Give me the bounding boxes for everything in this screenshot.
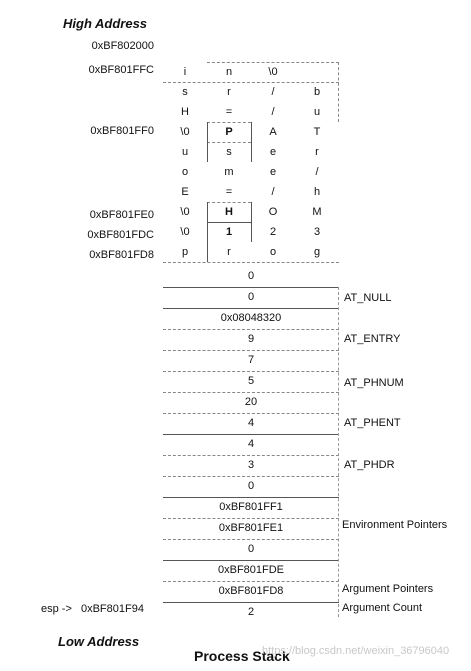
argument-count-label: Argument Count (342, 602, 423, 614)
stack-byte: 2 (269, 226, 277, 238)
stack-byte: s (182, 86, 188, 98)
stack-byte: g (313, 246, 321, 258)
high-address-label: High Address (63, 16, 148, 31)
stack-byte: M (312, 206, 322, 218)
row-divider (163, 455, 339, 456)
at-entry-label: AT_ENTRY (344, 333, 401, 345)
stack-word: 4 (247, 438, 255, 450)
row-divider (163, 350, 339, 351)
stack-word: 0 (247, 270, 255, 282)
stack-byte: r (315, 146, 319, 158)
address-label: 0xBF801FD8 (89, 249, 154, 261)
row-divider (163, 329, 339, 330)
stack-word: 0 (247, 480, 255, 492)
argument-pointers-label: Argument Pointers (342, 583, 434, 595)
address-label: 0xBF801FFC (88, 64, 154, 76)
stack-byte: A (269, 126, 277, 138)
column-divider (251, 122, 252, 162)
stack-byte: / (271, 186, 275, 198)
row-divider (163, 371, 339, 372)
stack-byte: h (313, 186, 321, 198)
row-divider (163, 434, 339, 435)
row-divider (163, 413, 339, 414)
char-row (163, 242, 339, 262)
row-divider (163, 560, 339, 561)
row-divider (163, 581, 339, 582)
watermark: https://blog.csdn.net/weixin_36796040 (262, 645, 450, 657)
at-phent-label: AT_PHENT (344, 417, 401, 429)
char-row (163, 162, 339, 182)
stack-word: 7 (247, 354, 255, 366)
row-divider (163, 518, 339, 519)
stack-byte: 3 (313, 226, 321, 238)
char-row (163, 82, 339, 102)
column-divider (207, 122, 208, 162)
stack-byte: \0 (268, 66, 278, 78)
stack-word: 0 (247, 291, 255, 303)
stack-word: 9 (247, 333, 255, 345)
stack-byte: r (227, 246, 231, 258)
stack-word: 3 (247, 459, 255, 471)
stack-byte: p (181, 246, 189, 258)
stack-word: 5 (247, 375, 255, 387)
stack-word: 0 (247, 543, 255, 555)
esp-address: 0xBF801F94 (80, 603, 144, 615)
stack-byte: H (181, 106, 189, 118)
address-label: 0xBF802000 (91, 40, 154, 52)
row-divider (163, 497, 339, 498)
row-divider (207, 222, 251, 223)
stack-byte: \0 (180, 226, 190, 238)
address-label: 0xBF801FE0 (89, 209, 154, 221)
row-divider (163, 308, 339, 309)
stack-word: 20 (244, 396, 258, 408)
stack-byte: 1 (225, 226, 233, 238)
diagram-title: Process Stack (194, 648, 290, 664)
row-divider (163, 602, 339, 603)
stack-byte: e (269, 166, 277, 178)
row-divider (163, 476, 339, 477)
stack-word: 0xBF801FE1 (218, 522, 284, 534)
at-phdr-label: AT_PHDR (344, 459, 395, 471)
stack-byte: m (224, 166, 234, 178)
stack-byte: / (271, 86, 275, 98)
char-row (163, 62, 339, 82)
low-address-label: Low Address (58, 634, 140, 649)
stack-byte: O (268, 206, 278, 218)
address-label: 0xBF801FF0 (90, 125, 154, 137)
at-phnum-label: AT_PHNUM (344, 377, 404, 389)
stack-word: 0xBF801FF1 (219, 501, 283, 513)
stack-byte: / (271, 106, 275, 118)
column-divider (251, 202, 252, 242)
stack-byte: E (181, 186, 189, 198)
column-divider (338, 287, 339, 617)
stack-byte: s (226, 146, 232, 158)
stack-byte: e (269, 146, 277, 158)
row-divider (207, 202, 251, 203)
stack-word: 2 (247, 606, 255, 618)
row-divider (163, 262, 339, 263)
stack-byte: u (181, 146, 189, 158)
at-null-label: AT_NULL (344, 292, 392, 304)
char-row (163, 102, 339, 122)
column-divider (207, 202, 208, 262)
row-divider (207, 142, 251, 143)
row-divider (163, 539, 339, 540)
row-divider (163, 287, 339, 288)
stack-byte (295, 62, 339, 82)
row-divider (163, 82, 339, 83)
column-divider (338, 62, 339, 122)
row-divider (207, 62, 339, 63)
stack-word: 0xBF801FDE (217, 564, 285, 576)
stack-byte: u (313, 106, 321, 118)
environment-pointers-label: Environment Pointers (342, 519, 448, 531)
esp-pointer (41, 603, 161, 615)
stack-byte: P (225, 126, 233, 138)
stack-word: 4 (247, 417, 255, 429)
stack-byte: H (225, 206, 233, 218)
stack-byte: n (225, 66, 233, 78)
stack-byte: r (227, 86, 231, 98)
stack-byte: o (181, 166, 189, 178)
stack-byte: = (225, 106, 233, 118)
char-row (163, 182, 339, 202)
stack-byte: \0 (180, 126, 190, 138)
esp-label: esp -> (41, 603, 72, 615)
stack-byte: \0 (180, 206, 190, 218)
row-divider (207, 122, 251, 123)
stack-byte: = (225, 186, 233, 198)
stack-word: 0xBF801FD8 (218, 585, 284, 597)
address-label: 0xBF801FDC (87, 229, 154, 241)
stack-byte: / (315, 166, 319, 178)
stack-word: 0x08048320 (220, 312, 282, 324)
stack-byte: i (183, 66, 187, 78)
stack-byte: o (269, 246, 277, 258)
stack-byte: T (313, 126, 321, 138)
stack-byte: b (313, 86, 321, 98)
row-divider (163, 392, 339, 393)
